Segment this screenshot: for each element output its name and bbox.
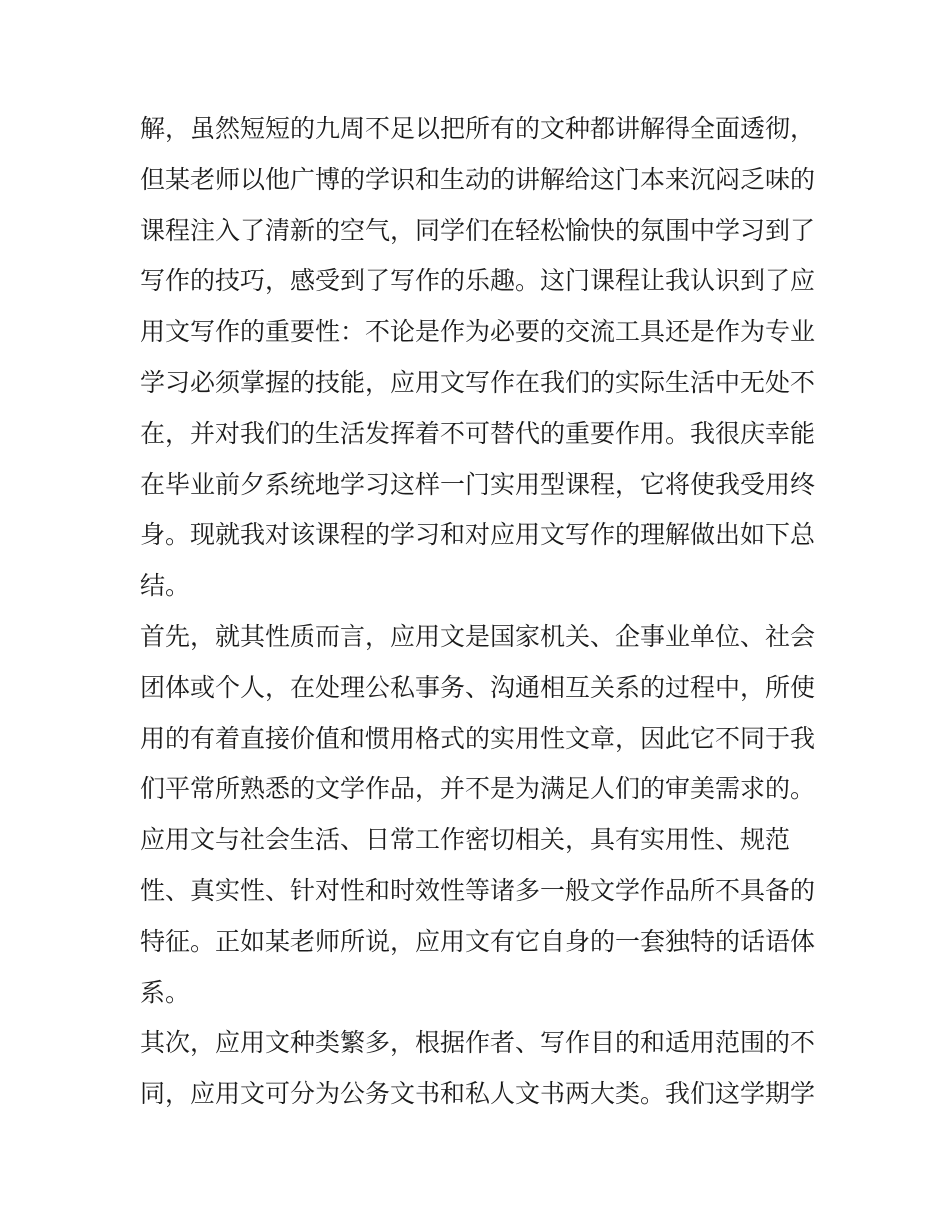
text-line: 们平常所熟悉的文学作品，并不是为满足人们的审美需求的。 — [140, 774, 816, 804]
text-line: 系。 — [140, 977, 191, 1007]
text-line: 特征。正如某老师所说，应用文有它自身的一套独特的话语体 — [140, 926, 816, 956]
text-line: 身。现就我对该课程的学习和对应用文写作的理解做出如下总 — [140, 520, 816, 550]
text-line: 用文写作的重要性：不论是作为必要的交流工具还是作为专业 — [140, 317, 816, 347]
text-line: 但某老师以他广博的学识和生动的讲解给这门本来沉闷乏味的 — [140, 164, 816, 194]
text-line: 课程注入了清新的空气，同学们在轻松愉快的氛围中学习到了 — [140, 215, 816, 245]
text-line: 其次，应用文种类繁多，根据作者、写作目的和适用范围的不 — [140, 1028, 816, 1058]
text-line: 结。 — [140, 571, 191, 601]
text-line: 用的有着直接价值和惯用格式的实用性文章，因此它不同于我 — [140, 723, 816, 753]
text-line: 性、真实性、针对性和时效性等诸多一般文学作品所不具备的 — [140, 875, 816, 905]
body-text — [140, 104, 820, 1120]
text-line: 解，虽然短短的九周不足以把所有的文种都讲解得全面透彻， — [140, 114, 816, 143]
text-line: 学习必须掌握的技能，应用文写作在我们的实际生活中无处不 — [140, 367, 816, 397]
text-line: 首先，就其性质而言，应用文是国家机关、企事业单位、社会 — [140, 621, 816, 651]
text-line: 在，并对我们的生活发挥着不可替代的重要作用。我很庆幸能 — [140, 418, 816, 448]
text-line: 在毕业前夕系统地学习这样一门实用型课程，它将使我受用终 — [140, 469, 816, 499]
text-line: 写作的技巧，感受到了写作的乐趣。这门课程让我认识到了应 — [140, 266, 816, 296]
text-line: 团体或个人，在处理公私事务、沟通相互关系的过程中，所使 — [140, 672, 816, 702]
text-line: 应用文与社会生活、日常工作密切相关，具有实用性、规范 — [140, 825, 791, 855]
text-line: 同，应用文可分为公务文书和私人文书两大类。我们这学期学 — [140, 1079, 816, 1109]
